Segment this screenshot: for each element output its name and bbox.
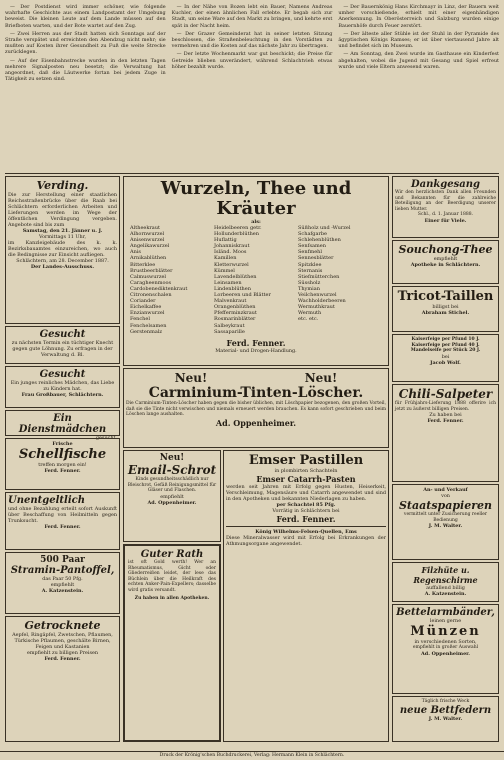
ad-big: Staatspapieren — [398, 499, 493, 512]
divider — [226, 526, 386, 527]
ad-verding — [5, 176, 120, 324]
ad-title: Souchong-Thee — [398, 243, 493, 256]
ad-title: An- und Verkauf — [423, 487, 468, 493]
ad-signature: A. Katzenstein. — [424, 591, 467, 597]
herb-item: Süssholz — [298, 279, 321, 286]
ad-unentgeltlich — [5, 492, 120, 550]
herb-item: Lindenblüthen — [214, 285, 251, 292]
herb-item: Stiefmütterchen — [298, 273, 340, 280]
ad-text: zu nächsten Termin ein tüchtiger Knecht gegen gute Löhnung. Zu erfragen in der Verwaltung d. Bl. — [11, 340, 114, 358]
ad-date: Schl., d. 1. Januar 1888. — [417, 212, 474, 217]
herb-item: Brustbeerblätter — [130, 267, 173, 274]
ad-bankgesang — [392, 176, 499, 238]
ad-line: Mandelseife per Stück 20 J. — [410, 348, 481, 353]
news-paragraph: — Am Sonntag, den Zwei wurde im Gasthause ein Kinderfest abgehalten, wobei die Jugend mit Gesang und Spiel erfreut wurde und viele Eltern anwesend waren. — [338, 51, 500, 70]
ad-signature: Ferd. Fenner. — [44, 468, 81, 474]
ad-title: Stramin-Pantoffel, — [10, 565, 115, 576]
ad-title: Carminium-Tinten-Löscher. — [148, 385, 364, 401]
ad-title: Ein Dienstmädchen — [18, 413, 107, 435]
herb-item: Sennesblätter — [298, 255, 334, 262]
ad-neu-label: Neu! — [174, 371, 208, 385]
news-column-2 — [172, 4, 333, 170]
ad-signature: Ad. Oppenheimer. — [420, 650, 471, 657]
ad-note: empfiehlt — [433, 256, 458, 262]
ad-text: Kinds gesundheitsschädlich nur Bleischrot, Gefäß Reinigungsmittel für Gläser und Flaschen. — [127, 477, 217, 493]
herb-item: Bitterklee — [130, 261, 156, 268]
ad-title: Gesucht — [39, 369, 86, 380]
ad-title: Wurzeln, Thee und Kräuter — [160, 178, 352, 219]
ad-emser-pastillen — [223, 450, 389, 742]
ad-guter-rath — [123, 544, 221, 742]
herb-item: Caragheenmoos — [130, 279, 172, 286]
ad-text: im Kanzleigebäude des k. k. Bezirksbauamtes einzureichen, wo auch die Bedingnisse zur Einsicht aufliegen. — [8, 240, 117, 258]
ad-title: Dankgesang — [410, 179, 481, 190]
ad-signature: Schlächtern, am 28. December 1887. — [16, 258, 109, 264]
herb-item: Lorbeeren und Blätter — [214, 292, 271, 299]
news-column-3 — [338, 4, 499, 170]
ad-neu-label: Neu! — [159, 453, 185, 463]
ad-footer: Zu haben in allen Apotheken. — [134, 596, 210, 601]
ad-signature: J. M. Walter. — [428, 715, 463, 722]
ad-stramin — [5, 552, 120, 614]
ad-text: Ein junges reinliches Mädchen, das Liebe zu Kindern hat. — [10, 380, 115, 392]
ad-chili-salpeter — [392, 384, 499, 482]
herb-item: Salbeykraut — [214, 322, 245, 329]
ad-note: leinen gerne — [429, 618, 462, 624]
ad-sub: in plombirten Schachteln — [274, 468, 338, 474]
ad-kaiserfeige — [392, 334, 499, 382]
herb-item: Johanniskraut — [214, 243, 250, 250]
ad-text: Die Carminium-Tinten-Löscher haben gegen die bisher üblichen, mit Löschpapier bezogenen, den großen Vorteil, daß sie die Tinte nicht verwischen und niemals erneuert werden brauchen. Es kann sofort geschrieben und beim Löschen lange aushalten. — [126, 401, 386, 417]
herb-item: etc. etc. — [298, 316, 319, 323]
ad-emailschrot — [123, 450, 221, 542]
herb-item: Sternanis — [298, 267, 323, 274]
herb-item: Calmuswurzel — [130, 273, 167, 280]
herb-item: Altheekraut — [130, 225, 160, 231]
herb-item: Schafgarbe — [298, 231, 328, 238]
news-paragraph: — Der letzte Wochenmarkt war gut beschickt; die Preise für Getreide blieben unverändert, während Schlachtvieh etwas höher bezahlt wurde. — [171, 51, 333, 70]
ad-signature: Ferd. Fenner. — [427, 418, 464, 424]
herb-item: Cardobenediktenkraut — [130, 285, 188, 292]
herb-item: Leinsamen — [214, 279, 242, 286]
ad-signature: Ferd. Fenner. — [44, 524, 81, 530]
ad-label: König Wilhelms-Felsen-Quellen, Ems — [255, 529, 357, 535]
ad-filzhute — [392, 562, 499, 602]
ad-bettfedern — [392, 696, 499, 742]
herb-item: Lavendelblüthen — [214, 273, 257, 280]
ad-note: empfiehlt zu billigen Preisen — [26, 650, 99, 656]
ad-contact: Frau Großbauer, Schlächtern. — [21, 392, 104, 398]
herb-item: Senfmehl — [298, 249, 322, 256]
herb-item: Alhornwurzel — [130, 231, 165, 238]
ad-time: Vormittags 11 Uhr, — [38, 234, 86, 240]
ad-authority: Der Landes-Ausschuss. — [30, 264, 95, 270]
ad-note: Zu haben bei — [429, 412, 462, 418]
ad-text: und ohne Bezahlung erteilt sofort Auskunft über Beschaffung von Heilmitteln gegen Trunksucht. — [8, 506, 117, 524]
ad-kicker: Frische — [52, 441, 73, 447]
ad-dienstmaedchen — [5, 410, 120, 441]
ad-bettelarmbaender — [392, 604, 499, 694]
ad-title: Emser Pastillen — [248, 453, 364, 468]
ad-price: per Schachtel 85 Pfg. — [276, 502, 336, 508]
news-paragraph: — Der älteste aller Stühle ist der Stuhl in der Pyramide des ägyptischen Königs Ramses; er ist über viertausend Jahre alt und befindet sich im Museum. — [338, 30, 500, 50]
ad-sub: Material- und Drogen-Handlung. — [215, 347, 297, 354]
ad-note: Vorrätig in Schlächtern bei — [272, 508, 340, 514]
herb-item: Veilchenwurzel — [298, 292, 337, 299]
herb-item: Arnikablüthen — [130, 255, 167, 262]
ad-label: Täglich frische Weck — [421, 699, 470, 704]
news-paragraph: — In der Nähe von Bozen lebt ein Bauer, Namens Andreas Kuchler, der einen ähnlichen Fall erlebte. Er begab sich zur Stadt, um seine Ware auf den Markt zu bringen, und kehrte erst spät in der Nacht heim. — [171, 4, 333, 29]
ad-signature: Ferd. Fenner. — [276, 514, 336, 524]
ad-title: Tricot-Taillen — [397, 289, 494, 304]
ad-signature: Ferd. Fenner. — [226, 337, 286, 348]
news-paragraph: — Auf der Eisenbahnstrecke wurden in den letzten Tagen mehrere Signalposten neu besetzt; die Verwaltung hat angeordnet, daß die Läutwerke fortan bei jedem Zuge in Tätigkeit zu setzen sind. — [5, 57, 166, 83]
ad-wurzeln — [123, 176, 389, 366]
ad-text: werden seit Jahren mit Erfolg gegen Husten, Heiserkeit, Verschleimung, Magensäure und Catarrh angewendet und sind in den Apotheken und bekannten Niederlagen zu haben. — [226, 484, 386, 502]
ad-line: Kaiserfeige per Pfund 10 J. — [411, 337, 480, 342]
ad-signature: Ad. Oppenheimer. — [147, 499, 197, 506]
herb-item: Coriander — [130, 298, 156, 305]
herb-item: Isländ. Moos — [214, 249, 247, 256]
ad-price: das Paar 50 Pfg. — [42, 576, 83, 582]
ad-header-row — [126, 371, 386, 385]
ad-title: neue Bettfedern — [399, 704, 492, 716]
herb-item: Kletterwurzel — [214, 261, 249, 268]
ad-note: bei — [441, 353, 450, 360]
ad-note: billigst bei — [432, 304, 459, 310]
herb-item: Eichelkaffee — [130, 304, 162, 311]
herb-item: Wachholderbeeren — [298, 298, 346, 305]
herb-item: Enzianwurzel — [130, 310, 165, 317]
ad-text: ist oft Gold werth! Wer an Rheumatismus, Gicht oder Gliederreißen leidet, der lese das Büchlein über die Heilkraft des echten Anker-Pain-Expellers; dasselbe wird gratis versandt. — [128, 560, 216, 593]
ad-sub: Emser Catarrh-Pasten — [256, 474, 356, 484]
herb-item: Gerstenmalz — [130, 328, 163, 335]
herb-item: Thymian — [298, 285, 320, 292]
ad-sub: von — [441, 493, 450, 499]
herb-item: Wermuthkraut — [298, 304, 335, 311]
ad-signature: J. M. Walter. — [428, 523, 463, 529]
ad-sub: treffen morgen ein! — [38, 462, 87, 468]
ad-title: Verding. — [36, 179, 89, 192]
ad-count: 500 Paar — [40, 555, 85, 565]
ad-title: Email-Schrot — [127, 463, 217, 477]
ad-note: empfiehlt — [50, 582, 75, 588]
page-footer: Druck der Krönig'schen Buchdruckerei, Verlag: Hermann Klein in Schlächtern. — [0, 751, 504, 758]
ad-note: empfiehlt — [160, 493, 184, 500]
ad-signature: Ad. Oppenheimer. — [215, 417, 297, 428]
ad-text: Diese Mineralwasser wird mit Erfolg bei Erkrankungen der Athmungsorgane angewendet. — [226, 535, 386, 547]
herb-item: Fenchelsamen — [130, 322, 167, 329]
herb-item: Pfefferminzkraut — [214, 310, 257, 317]
advertisement-section — [5, 174, 499, 744]
herb-item: Sassaparille — [214, 328, 245, 335]
herb-item: Rosmarinblätter — [214, 316, 256, 323]
herb-item: Kümmel — [214, 267, 235, 274]
ad-sub: in verschiedenen Sorten, — [414, 639, 477, 645]
herb-item — [298, 329, 382, 335]
ad-note: auffallend billig — [426, 585, 465, 591]
ad-text: gesucht. — [95, 435, 117, 441]
herb-item: Anisenwurzel — [130, 237, 165, 244]
ad-title: Bettelarmbänder, — [396, 607, 495, 618]
news-section — [5, 4, 499, 174]
herb-list — [126, 225, 386, 335]
herb-item: Orangenblüthen — [214, 304, 256, 311]
ad-title: Chili-Salpeter — [398, 387, 493, 401]
news-paragraph: — Der Bauernkönig Hans Kirchmayr in Linz, der Bauern weit umher vorschießende, erhielt mit einer eigenhändigen Anerkennung. In Oberösterreich und Salzburg wurden einige Bauernhöfe durch Feuer zerstört. — [338, 4, 500, 29]
ad-gesucht-knecht — [5, 326, 120, 364]
news-paragraph: — Der Postdienst wird immer schöner, wie folgende wahrhafte Geschichte aus einem Landpostamt der Umgebung beweist. Die kleinen Leute auf dem Lande müssen auf den Briefboten warten, und der Bote wartet auf den Zug. — [5, 4, 166, 29]
herb-item: Citronenschalen — [130, 292, 172, 299]
ad-text: für Frühjahrs-Lieferung 1888 offerire ich jetzt zu äußerst billigen Preisen. — [395, 401, 496, 412]
herb-item: Fenchel — [130, 316, 150, 323]
herb-item: Malvenkraut — [214, 298, 247, 305]
ad-title: Gesucht — [39, 329, 86, 340]
herb-item: Senfsamen — [298, 243, 326, 250]
news-column-1 — [5, 4, 166, 170]
ad-items: Aepfel, Ringäpfel, Zwetschen, Pflaumen, Türkische Pflaumen, geschälte Birnen, Feigen und Kastanien — [12, 632, 113, 650]
ad-signature: Einer für Viele. — [424, 217, 467, 224]
ad-getrocknete — [5, 616, 120, 742]
ad-line: Kaiserfeige per Pfund 40 J. — [411, 342, 480, 348]
herb-item: Heidelbeeren getr. — [214, 225, 262, 231]
ad-date: Samstag, den 21. Jänner u. J. — [22, 228, 103, 234]
ad-text: Die zur Herstellung einer staatlichen Reichsstraßenbrücke über die Raab bei Schlächtern erforderlichen Arbeiten und Lieferungen werden im Wege der öffentlichen Verdingung vergeben. Angebote sind bis zum — [8, 192, 117, 228]
ad-signature: A. Katzenstein. — [41, 588, 84, 594]
ad-signature: Apotheke in Schlächtern. — [410, 262, 481, 268]
herb-item: Wermuth — [298, 310, 322, 317]
ad-souchong — [392, 240, 499, 284]
ad-text: Wir den herzlichsten Dank allen Freunden und Bekannten für die zahlreiche Beteiligung an der Beerdigung unserer lieben Mutter. — [395, 190, 496, 212]
ad-title: Unentgeltlich — [8, 495, 85, 506]
ad-carminium — [123, 368, 389, 448]
ad-signature: Jacob Wolf. — [430, 359, 461, 366]
ad-big: Münzen — [410, 624, 481, 639]
news-paragraph: — Zwei Herren aus der Stadt hatten sich Sonntags auf der Straße verspätet und erreichten den Abendzug nicht mehr; sie mußten auf Kosten ihrer Gesundheit zu Fuß die weite Strecke zurücklegen. — [5, 30, 166, 56]
herb-item: Angelikawurzel — [130, 243, 170, 250]
herb-item: Spitzklee — [298, 261, 322, 268]
ad-title: Filzhüte u. Regenschirme — [413, 565, 478, 585]
herb-item: Huflattig — [214, 237, 237, 244]
ad-neu-label: Neu! — [304, 371, 338, 385]
ad-schellfische — [5, 438, 120, 490]
ad-signature: Ferd. Fenner. — [44, 656, 81, 662]
ad-title: Guter Rath — [140, 549, 204, 560]
herb-item: Hollunderblüthen — [214, 231, 259, 238]
ad-text: vermittelt unter Zusicherung reeller Bedienung — [403, 512, 488, 523]
ad-signature: Abraham Stichel. — [421, 310, 470, 316]
ad-tricot — [392, 286, 499, 332]
ad-title: Schellfische — [18, 447, 107, 462]
news-paragraph: — Der Grazer Gemeinderat hat in seiner letzten Sitzung beschlossen, die Straßenbeleuchtung in den Vorstädten zu vermehren und die Kosten auf das nächste Jahr zu übertragen. — [171, 30, 333, 50]
ad-note: empfiehlt in großer Auswahl — [412, 645, 479, 650]
ad-sub: als: — [251, 219, 261, 225]
herb-item: Kamillen — [214, 255, 237, 262]
ad-staatspapiere — [392, 484, 499, 560]
herb-item: Schlehenblüthen — [298, 237, 341, 244]
herb-item: Anis — [130, 249, 141, 256]
ad-title: Getrocknete — [24, 619, 101, 632]
herb-item: Süßholz und -Wurzel — [298, 225, 351, 231]
ad-gesucht-maedchen — [5, 366, 120, 408]
